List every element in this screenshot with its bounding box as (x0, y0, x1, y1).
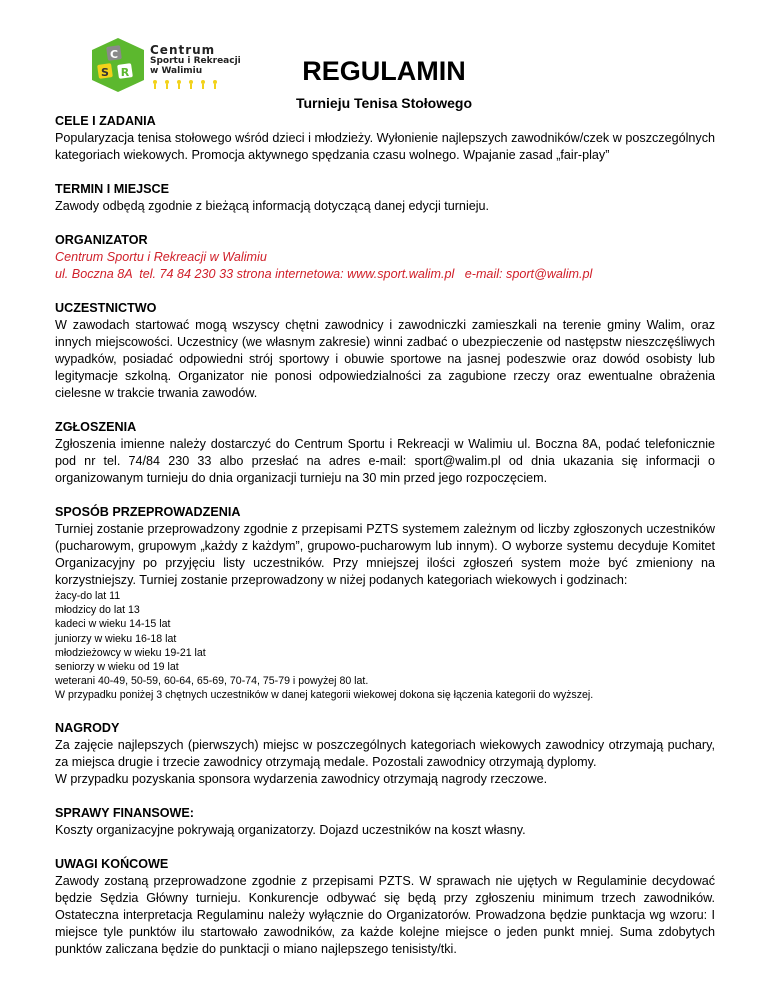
logo-letter-c: C (109, 48, 119, 61)
section-text: Koszty organizacyjne pokrywają organizatorzy. Dojazd uczestników na koszt własny. (55, 822, 526, 837)
section-heading: SPOSÓB PRZEPROWADZENIA (55, 505, 241, 519)
logo-letter-r: R (120, 66, 130, 79)
section-organizator (55, 232, 715, 283)
section-heading: UCZESTNICTWO (55, 301, 157, 315)
list-item: juniorzy w wieku 16-18 lat (55, 632, 177, 645)
list-item: weterani 40-49, 50-59, 60-64, 65-69, 70-74, 75-79 i powyżej 80 lat. (55, 675, 369, 688)
page-title: REGULAMIN (302, 56, 466, 86)
section-nagrody (55, 720, 715, 788)
section-text: W przypadku pozyskania sponsora wydarzenia zawodnicy otrzymają nagrody rzeczowe. (55, 771, 548, 786)
section-heading: TERMIN I MIEJSCE (55, 182, 170, 196)
logo-line-1: Centrum (150, 43, 216, 57)
list-item: kadeci w wieku 14-15 lat (55, 618, 171, 631)
section-zgloszenia (55, 419, 715, 487)
list-item: młodzicy do lat 13 (55, 604, 140, 617)
section-text: W zawodach startować mogą wszyscy chętni zawodnicy i zawodniczki zamieszkali na terenie gminy Walim, oraz innych miejscowości. Uczestnicy (we własnym zakresie) winni zadbać o ubezpieczenie od następstw nieszczęśliwych wypadków, posiadać odpowiedni strój sportowy i obuwie sportowe na jasnej podeszwie oraz dowód osobisty lub legitymacje szkolną. Organizator nie ponosi odpowiedzialności za zagubione rzeczy oraz ewentualne obrażenia cielesne w trakcie trwania zawodów. (55, 318, 715, 400)
section-heading: CELE I ZADANIA (55, 114, 156, 128)
section-heading: NAGRODY (55, 720, 120, 735)
section-heading: ORGANIZATOR (55, 233, 148, 247)
section-uczestnictwo (55, 300, 715, 402)
section-text: Zawody zostaną przeprowadzone zgodnie z przepisami PZTS. W sprawach nie ujętych w Regulaminie decydować będzie Sędzia Główny turnieju. Konkurencje odbywać się będą przy zgłoszeniu minimum trzech zawodników. Ostateczna interpretacja Regulaminu należy wyłącznie do Organizatorów. Prowadzona będzie punktacja wg wzoru: I miejsce tyle punktów ilu startowało zawodników, za każde kolejne miejsce o jeden punkt mniej. Suma zdobytych punktów zaliczana będzie do punktacji o miano najlepszego tenisisty/tki. (55, 873, 715, 956)
section-heading: SPRAWY FINANSOWE: (55, 805, 195, 820)
category-list (55, 589, 715, 703)
organizer-contact: ul. Boczna 8A tel. 74 84 230 33 strona internetowa: www.sport.walim.pl e-mail: sport@walim.pl (55, 267, 593, 281)
logo-letter-s: S (101, 66, 109, 79)
list-item: żacy-do lat 11 (55, 590, 121, 602)
section-sposob (55, 504, 715, 703)
logo-line-2: Sportu i Rekreacji (150, 56, 241, 66)
section-text: Zgłoszenia imienne należy dostarczyć do Centrum Sportu i Rekreacji w Walimiu ul. Boczna 8A, podać telefonicznie pod nr tel. 74/84 230 33 albo przesłać na adres e-mail: sport@walim.pl od dnia ukazania się informacji o organizowanym turnieju do dnia organizacji turnieju na 30 min przed jego rozpoczęciem. (55, 437, 715, 485)
section-text: Za zajęcie najlepszych (pierwszych) miejsc w poszczególnych kategoriach wiekowych zawodnicy otrzymają puchary, za miejsca drugie i trzecie zawodnicy otrzymają medale. Pozostali zawodnicy otrzymają dyplomy. (55, 737, 715, 769)
organizer-name: Centrum Sportu i Rekreacji w Walimiu (55, 250, 267, 264)
section-text: Popularyzacja tenisa stołowego wśród dzieci i młodzieży. Wyłonienie najlepszych zawodników/czek w poszczególnych kategoriach wiekowych. Promocja aktywnego spędzania czasu wolnego. Wpajanie zasad „fair-play” (55, 131, 715, 162)
list-item: W przypadku poniżej 3 chętnych uczestników w danej kategorii wiekowej dokona się łączenia kategorii do wyższej. (55, 689, 594, 702)
page-subtitle: Turnieju Tenisa Stołowego (295, 95, 473, 111)
document-body (55, 113, 715, 975)
section-heading: UWAGI KOŃCOWE (55, 856, 169, 871)
section-heading: ZGŁOSZENIA (55, 420, 137, 434)
section-cele (55, 113, 715, 164)
section-finanse (55, 805, 715, 839)
section-uwagi (55, 856, 715, 958)
section-text: Zawody odbędą zgodnie z bieżącą informacją dotyczącą danej edycji turnieju. (55, 199, 490, 213)
list-item: seniorzy w wieku od 19 lat (55, 661, 179, 674)
logo-line-3: w Walimiu (150, 66, 203, 76)
section-termin (55, 181, 715, 215)
list-item: młodzieżowcy w wieku 19-21 lat (55, 646, 206, 659)
section-text: Turniej zostanie przeprowadzony zgodnie z przepisami PZTS systemem zależnym od liczby zgłoszonych uczestników (pucharowym, grupowym „każdy z każdym”, grupowo-pucharowym lub innym). O wyborze systemu decyduje Komitet Organizacyjny po przyjęciu listy uczestników. Przy mniejszej ilości zgłoszeń system może być zmieniony na korzystniejszy. Turniej zostanie przeprowadzony w niżej podanych kategoriach wiekowych i godzinach: (55, 522, 715, 587)
